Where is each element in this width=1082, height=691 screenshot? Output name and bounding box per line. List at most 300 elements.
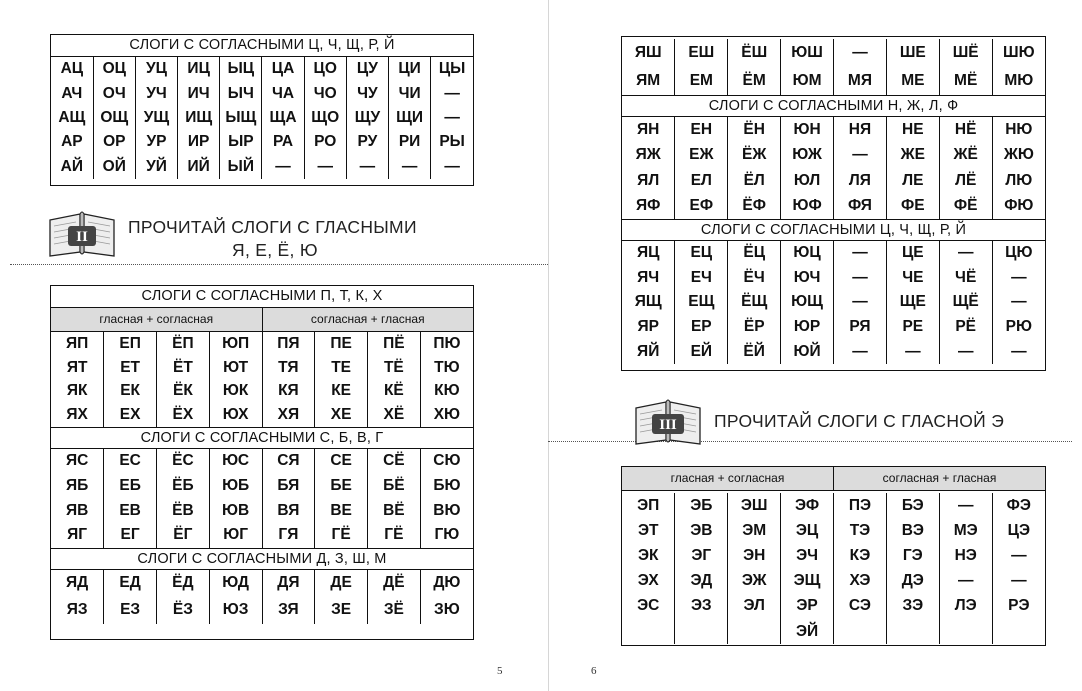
syllable-cell: ЁН — [728, 117, 781, 143]
syllable-cell: — — [262, 155, 304, 179]
table-row — [51, 332, 473, 356]
syllable-cell: ЁТ — [157, 356, 210, 380]
syllable-cell: ЮВ — [209, 498, 262, 523]
syllable-cell: РО — [304, 130, 346, 154]
table-row — [51, 380, 473, 404]
syllable-cell: ЯР — [637, 318, 659, 336]
syllable-cell: ЯВ — [65, 501, 89, 519]
section-badge: III — [659, 417, 677, 433]
syllable-cell: ЩЁ — [939, 290, 992, 315]
syllable-cell: АЩ — [58, 108, 86, 126]
syllable-cell: ЮК — [209, 380, 262, 404]
syllable-cell: ЩИ — [389, 106, 431, 130]
table-row — [51, 57, 473, 81]
syllable-cell: ЁГ — [157, 523, 210, 548]
syllable-cell: ЭК — [637, 546, 659, 564]
subhead-vowel-consonant: гласная + согласная — [670, 471, 785, 485]
table-row — [51, 130, 473, 154]
syllable-cell — [939, 619, 992, 644]
syllable-cell: ЕШ — [675, 39, 728, 67]
syllable-cell: ОЦ — [93, 57, 135, 81]
syllable-cell: ЗЁ — [368, 597, 421, 624]
syllable-cell: ВЭ — [886, 518, 939, 543]
syllable-cell: — — [939, 569, 992, 594]
syllable-cell: — — [992, 266, 1045, 291]
left-main-table — [50, 285, 474, 640]
syllable-cell: ФЮ — [992, 194, 1045, 220]
syllable-cell: ЕП — [104, 332, 157, 356]
page-number-left: 5 — [497, 665, 503, 677]
table-row — [51, 449, 473, 474]
syllable-cell: ЦА — [262, 57, 304, 81]
syllable-cell: ШЁ — [939, 39, 992, 67]
vowel-consonant-subheader — [622, 467, 1045, 491]
syllable-cell: — — [346, 155, 388, 179]
syllable-cell: ЭМ — [728, 518, 781, 543]
syllable-cell: НЭ — [939, 543, 992, 568]
syllable-cell: ЕК — [104, 380, 157, 404]
syllable-cell: ЕТ — [104, 356, 157, 380]
syllable-cell: ИЩ — [178, 106, 220, 130]
syllable-cell: ЁР — [728, 315, 781, 340]
syllable-cell: ЛЭ — [939, 594, 992, 619]
vowel-consonant-subheader — [51, 308, 473, 332]
syllable-cell: УЦ — [135, 57, 177, 81]
subhead-consonant-vowel: согласная + гласная — [262, 308, 474, 331]
syllable-cell: ЭХ — [637, 572, 659, 590]
syllable-cell: ТЭ — [834, 518, 887, 543]
syllable-cell — [675, 619, 728, 644]
table-row — [51, 81, 473, 105]
syllable-cell: — — [834, 290, 887, 315]
table-row — [51, 474, 473, 499]
right-top-table — [621, 36, 1046, 371]
syllable-cell: ТЯ — [262, 356, 315, 380]
syllable-cell: ЧА — [262, 81, 304, 105]
syllable-cell: ЭЗ — [675, 594, 728, 619]
syllable-cell: ЛЯ — [834, 168, 887, 194]
grid-e-syllables — [622, 493, 1045, 644]
grid-ptkh — [51, 332, 473, 427]
table-row — [622, 518, 1045, 543]
syllable-cell: РУ — [346, 130, 388, 154]
syllable-cell: ЮБ — [209, 474, 262, 499]
syllable-cell: ЭС — [637, 597, 660, 615]
grid-dzshm — [51, 570, 473, 624]
syllable-cell: ЯП — [65, 334, 89, 352]
left-top-syllable-grid — [51, 57, 473, 179]
syllable-cell: ЭП — [637, 496, 660, 514]
syllable-cell: ЁВ — [157, 498, 210, 523]
syllable-cell: БЯ — [262, 474, 315, 499]
syllable-cell: ЭР — [781, 594, 834, 619]
syllable-cell: ЁЧ — [728, 266, 781, 291]
table-row — [51, 523, 473, 548]
section-heading-ii — [46, 208, 417, 262]
syllable-cell: ЕР — [675, 315, 728, 340]
syllable-cell: ДЯ — [262, 570, 315, 597]
syllable-cell: СЁ — [368, 449, 421, 474]
syllable-cell: — — [834, 339, 887, 364]
syllable-cell: ЯХ — [66, 406, 88, 424]
syllable-cell: ЭН — [728, 543, 781, 568]
syllable-cell: ИЙ — [178, 155, 220, 179]
syllable-cell: ЭЖ — [728, 569, 781, 594]
syllable-cell: ЖЮ — [992, 143, 1045, 169]
grid-sbvg — [51, 449, 473, 547]
table-row — [622, 594, 1045, 619]
syllable-cell: ЫЦ — [220, 57, 262, 81]
syllable-cell: ЮХ — [209, 403, 262, 427]
syllable-cell: МЮ — [992, 67, 1045, 95]
syllable-cell: УЩ — [135, 106, 177, 130]
syllable-cell: СЕ — [315, 449, 368, 474]
syllable-cell: ЕС — [104, 449, 157, 474]
table-row — [51, 570, 473, 597]
syllable-cell: ЮД — [209, 570, 262, 597]
syllable-cell: — — [834, 266, 887, 291]
syllable-cell: ЦИ — [389, 57, 431, 81]
syllable-cell: ЕЧ — [675, 266, 728, 291]
syllable-cell: ЮЗ — [209, 597, 262, 624]
syllable-cell: ПЯ — [262, 332, 315, 356]
syllable-cell: — — [939, 493, 992, 518]
section-title-ptkh: СЛОГИ С СОГЛАСНЫМИ П, Т, К, Х — [51, 286, 473, 308]
syllable-cell: ЕФ — [675, 194, 728, 220]
syllable-cell: ОР — [93, 130, 135, 154]
syllable-cell: — — [992, 339, 1045, 364]
syllable-cell: РЮ — [992, 315, 1045, 340]
syllable-cell: РЯ — [834, 315, 887, 340]
syllable-cell: РЭ — [992, 594, 1045, 619]
syllable-cell: ЕЙ — [675, 339, 728, 364]
table-row — [622, 241, 1045, 266]
syllable-cell: УЧ — [135, 81, 177, 105]
syllable-cell: ЗЭ — [886, 594, 939, 619]
syllable-cell: ЕГ — [104, 523, 157, 548]
syllable-cell: ЕД — [104, 570, 157, 597]
syllable-cell: ГЯ — [262, 523, 315, 548]
syllable-cell: — — [834, 241, 887, 266]
syllable-cell: АЧ — [61, 84, 83, 102]
syllable-cell: ЁС — [157, 449, 210, 474]
syllable-cell: ДЁ — [368, 570, 421, 597]
syllable-cell: БЭ — [886, 493, 939, 518]
syllable-cell: ЯЙ — [637, 342, 660, 360]
section-title-tschshry: СЛОГИ С СОГЛАСНЫМИ Ц, Ч, Щ, Р, Й — [622, 219, 1045, 241]
syllable-cell: БЁ — [368, 474, 421, 499]
syllable-cell: ЯБ — [65, 477, 89, 495]
syllable-cell: УЙ — [135, 155, 177, 179]
syllable-cell: НЕ — [886, 117, 939, 143]
syllable-cell: ЮЙ — [781, 339, 834, 364]
table-row — [51, 106, 473, 130]
syllable-cell: СЯ — [262, 449, 315, 474]
syllable-cell: ЯЦ — [636, 244, 660, 262]
syllable-cell: ЕВ — [104, 498, 157, 523]
table-row — [622, 168, 1045, 194]
syllable-cell: ЯФ — [636, 197, 661, 215]
syllable-cell: — — [304, 155, 346, 179]
syllable-cell: МЭ — [939, 518, 992, 543]
table-row — [622, 194, 1045, 220]
syllable-cell: — — [992, 290, 1045, 315]
syllable-cell: ГЁ — [315, 523, 368, 548]
syllable-cell: ЛЕ — [886, 168, 939, 194]
table-row — [622, 315, 1045, 340]
syllable-cell: ФЕ — [886, 194, 939, 220]
syllable-cell: ШЮ — [992, 39, 1045, 67]
syllable-cell: ЯД — [66, 574, 89, 592]
syllable-cell: ПЭ — [834, 493, 887, 518]
syllable-cell: АР — [61, 133, 83, 151]
left-dotted-rule — [10, 264, 548, 265]
syllable-cell: СЮ — [420, 449, 473, 474]
heading-line-2: Я, Е, Ё, Ю — [232, 240, 318, 260]
syllable-cell: ЩУ — [346, 106, 388, 130]
table-row — [622, 143, 1045, 169]
syllable-cell: ЁЛ — [728, 168, 781, 194]
syllable-cell: ЦЮ — [992, 241, 1045, 266]
syllable-cell: КЕ — [315, 380, 368, 404]
syllable-cell — [728, 619, 781, 644]
table-row — [622, 290, 1045, 315]
left-top-table — [50, 34, 474, 186]
syllable-cell: ЯК — [66, 382, 88, 400]
syllable-cell: ФЭ — [992, 493, 1045, 518]
syllable-cell: РЁ — [939, 315, 992, 340]
syllable-cell: НЯ — [834, 117, 887, 143]
syllable-cell: ЯЖ — [635, 146, 661, 164]
syllable-cell: ДЮ — [420, 570, 473, 597]
syllable-cell: — — [834, 39, 887, 67]
syllable-cell: ЭТ — [637, 521, 659, 539]
syllable-cell: ЭЙ — [781, 619, 834, 644]
syllable-cell: — — [886, 339, 939, 364]
page-number-right: 6 — [591, 665, 597, 677]
syllable-cell: — — [939, 339, 992, 364]
syllable-cell: РА — [262, 130, 304, 154]
syllable-cell: АЦ — [60, 60, 84, 78]
syllable-cell: — — [431, 155, 473, 179]
section-heading-iii — [632, 396, 1004, 446]
syllable-cell: ЯЗ — [66, 601, 88, 619]
syllable-cell: ЯМ — [636, 72, 661, 89]
syllable-cell: ЧО — [304, 81, 346, 105]
syllable-cell: ЮЛ — [781, 168, 834, 194]
syllable-cell: ЁБ — [157, 474, 210, 499]
syllable-cell: РЫ — [431, 130, 473, 154]
left-top-table-title: СЛОГИ С СОГЛАСНЫМИ Ц, Ч, Щ, Р, Й — [51, 35, 473, 57]
syllable-cell: ЁЩ — [728, 290, 781, 315]
syllable-cell: АЙ — [60, 157, 84, 175]
heading-line-1: ПРОЧИТАЙ СЛОГИ С ГЛАСНЫМИ — [128, 217, 417, 237]
syllable-cell: ОЧ — [93, 81, 135, 105]
section-title-sbvg: СЛОГИ С СОГЛАСНЫМИ С, Б, В, Г — [51, 427, 473, 449]
syllable-cell: ЩЕ — [886, 290, 939, 315]
syllable-cell: — — [992, 543, 1045, 568]
syllable-cell: ЛЮ — [992, 168, 1045, 194]
syllable-cell: ЮГ — [209, 523, 262, 548]
syllable-cell: ЦО — [304, 57, 346, 81]
syllable-cell: ЭЧ — [781, 543, 834, 568]
syllable-cell: — — [834, 143, 887, 169]
syllable-cell: — — [939, 241, 992, 266]
syllable-cell: ЁШ — [728, 39, 781, 67]
syllable-cell: ЭД — [675, 569, 728, 594]
syllable-cell: ПЁ — [368, 332, 421, 356]
syllable-cell: ЭШ — [728, 493, 781, 518]
syllable-cell: МЯ — [834, 67, 887, 95]
table-row — [622, 569, 1045, 594]
syllable-cell: ЁД — [157, 570, 210, 597]
syllable-cell: ЁП — [157, 332, 210, 356]
grid-nzhlf — [622, 117, 1045, 219]
table-row — [622, 339, 1045, 364]
syllable-cell: КЯ — [262, 380, 315, 404]
syllable-cell: ЯС — [65, 452, 89, 470]
syllable-cell: ДЭ — [886, 569, 939, 594]
table-row — [622, 543, 1045, 568]
syllable-cell — [886, 619, 939, 644]
syllable-cell: КЭ — [834, 543, 887, 568]
open-book-icon — [46, 208, 118, 258]
syllable-cell: ОЙ — [93, 155, 135, 179]
syllable-cell: ЮМ — [781, 67, 834, 95]
syllable-cell: ХЕ — [315, 403, 368, 427]
syllable-cell: ЯЩ — [634, 293, 662, 311]
syllable-cell: ЮФ — [781, 194, 834, 220]
syllable-cell: ЮШ — [781, 39, 834, 67]
section-title-dzshm: СЛОГИ С СОГЛАСНЫМИ Д, З, Ш, М — [51, 548, 473, 570]
syllable-cell: ЦЕ — [886, 241, 939, 266]
syllable-cell: ЯЧ — [637, 268, 660, 286]
syllable-cell: ЕЖ — [675, 143, 728, 169]
syllable-cell: УР — [135, 130, 177, 154]
syllable-cell: ЭЩ — [781, 569, 834, 594]
syllable-cell: ЁМ — [728, 67, 781, 95]
syllable-cell: ГЭ — [886, 543, 939, 568]
syllable-cell: ЮТ — [209, 356, 262, 380]
table-row — [622, 266, 1045, 291]
syllable-cell: ИЧ — [178, 81, 220, 105]
syllable-cell: ЕЛ — [675, 168, 728, 194]
syllable-cell: БЕ — [315, 474, 368, 499]
syllable-cell: ЫЩ — [220, 106, 262, 130]
syllable-cell: ЭБ — [675, 493, 728, 518]
table-row — [51, 597, 473, 624]
syllable-cell: ЁЖ — [728, 143, 781, 169]
syllable-cell: — — [431, 81, 473, 105]
syllable-cell: ГЮ — [420, 523, 473, 548]
syllable-cell: ВЕ — [315, 498, 368, 523]
syllable-cell: СЭ — [834, 594, 887, 619]
syllable-cell: ТЮ — [420, 356, 473, 380]
syllable-cell: ХЁ — [368, 403, 421, 427]
syllable-cell: ИР — [178, 130, 220, 154]
table-row — [51, 498, 473, 523]
syllable-cell: ЁФ — [728, 194, 781, 220]
syllable-cell: ЗЯ — [262, 597, 315, 624]
grid-shm — [622, 39, 1045, 95]
syllable-cell: ПЕ — [315, 332, 368, 356]
syllable-cell: БЮ — [420, 474, 473, 499]
syllable-cell: ЫЧ — [220, 81, 262, 105]
syllable-cell: ШЕ — [886, 39, 939, 67]
right-bottom-table — [621, 466, 1046, 646]
syllable-cell: — — [431, 106, 473, 130]
syllable-cell: ЗЮ — [420, 597, 473, 624]
syllable-cell: ЮЦ — [781, 241, 834, 266]
syllable-cell: НЁ — [939, 117, 992, 143]
syllable-cell: ЦЭ — [992, 518, 1045, 543]
syllable-cell: ХЯ — [262, 403, 315, 427]
syllable-cell: — — [992, 569, 1045, 594]
syllable-cell: РЕ — [886, 315, 939, 340]
syllable-cell: ЮР — [781, 315, 834, 340]
syllable-cell: ЧИ — [389, 81, 431, 105]
syllable-cell: ЯШ — [634, 44, 662, 61]
syllable-cell: ЦЫ — [431, 57, 473, 81]
syllable-cell — [834, 619, 887, 644]
syllable-cell: ХЭ — [834, 569, 887, 594]
syllable-cell: ЁЦ — [728, 241, 781, 266]
syllable-cell: ЩА — [262, 106, 304, 130]
syllable-cell: ГЁ — [368, 523, 421, 548]
syllable-cell: ЮЩ — [781, 290, 834, 315]
syllable-cell: ЕМ — [675, 67, 728, 95]
syllable-cell: ЫР — [220, 130, 262, 154]
syllable-cell: ЕБ — [104, 474, 157, 499]
syllable-cell: ЭФ — [781, 493, 834, 518]
syllable-cell: ЕЗ — [104, 597, 157, 624]
syllable-cell: ЁХ — [157, 403, 210, 427]
syllable-cell: ЕХ — [104, 403, 157, 427]
table-row — [51, 155, 473, 179]
syllable-cell: ЯГ — [67, 526, 88, 544]
syllable-cell: ВЯ — [262, 498, 315, 523]
syllable-cell: ЧЁ — [939, 266, 992, 291]
syllable-cell: ВЮ — [420, 498, 473, 523]
syllable-cell: ЧЕ — [886, 266, 939, 291]
syllable-cell: ВЁ — [368, 498, 421, 523]
open-book-icon — [632, 396, 704, 446]
subhead-vowel-consonant: гласная + согласная — [99, 312, 214, 326]
grid-tschshry — [622, 241, 1045, 364]
syllable-cell: КЁ — [368, 380, 421, 404]
syllable-cell: — — [389, 155, 431, 179]
syllable-cell: ЦУ — [346, 57, 388, 81]
table-row — [622, 117, 1045, 143]
section-title-nzhlf: СЛОГИ С СОГЛАСНЫМИ Н, Ж, Л, Ф — [622, 95, 1045, 117]
syllable-cell: ЮЖ — [781, 143, 834, 169]
syllable-cell: ТЕ — [315, 356, 368, 380]
syllable-cell: ЕЦ — [675, 241, 728, 266]
syllable-cell: ЭГ — [675, 543, 728, 568]
syllable-cell: ЭВ — [675, 518, 728, 543]
subhead-consonant-vowel: согласная + гласная — [833, 467, 1045, 490]
syllable-cell — [992, 619, 1045, 644]
syllable-cell: ЭЛ — [728, 594, 781, 619]
page-spine — [548, 0, 549, 691]
syllable-cell: ЯН — [637, 120, 660, 138]
syllable-cell: ЁК — [157, 380, 210, 404]
heading-line-1: ПРОЧИТАЙ СЛОГИ С ГЛАСНОЙ Э — [714, 411, 1005, 431]
syllable-cell: ЮС — [209, 449, 262, 474]
syllable-cell: ОЩ — [93, 106, 135, 130]
syllable-cell: ЁЙ — [728, 339, 781, 364]
section-badge: II — [76, 229, 88, 245]
